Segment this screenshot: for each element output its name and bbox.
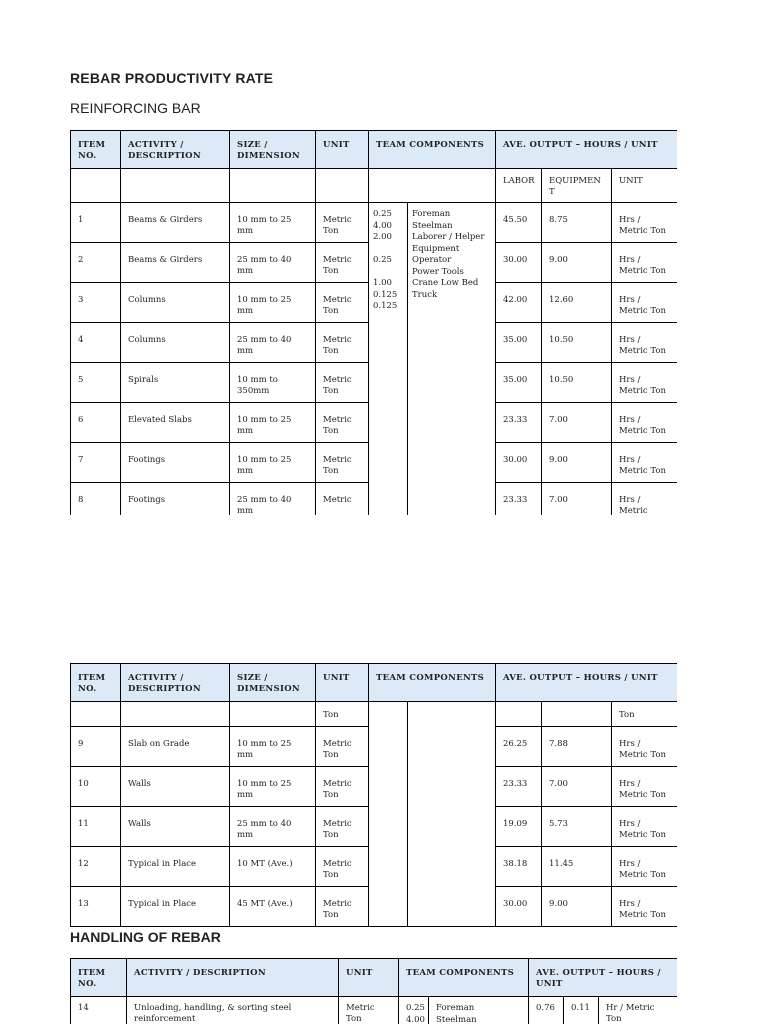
table-header-row xyxy=(71,131,678,169)
cell-equipment: 10.50 xyxy=(542,363,612,403)
cell-size: 10 mm to 25 mm xyxy=(230,727,316,767)
header-unit: UNIT xyxy=(316,131,369,169)
cell-equipment: 0.11 xyxy=(564,997,599,1024)
cell-output-unit: Hrs / Metric Ton xyxy=(612,283,678,323)
table-row xyxy=(71,203,678,243)
subheader-labor: LABOR xyxy=(496,169,542,203)
cell-labor: 45.50 xyxy=(496,203,542,243)
cell-unit: Metric Ton xyxy=(316,847,369,887)
cell-equipment: 12.60 xyxy=(542,283,612,323)
cell-output-unit: Hrs / Metric Ton xyxy=(612,403,678,443)
cell-activity: Walls xyxy=(121,807,230,847)
team-quantity: 0.25 xyxy=(373,255,392,265)
team-role: Steelman xyxy=(436,1014,477,1024)
cell-unit: Metric Ton xyxy=(316,203,369,243)
cell-item-no: 13 xyxy=(71,887,121,927)
cell-labor: 35.00 xyxy=(496,323,542,363)
cell-equipment: 9.00 xyxy=(542,443,612,483)
cell-size xyxy=(230,702,316,727)
team-role: Laborer / Helper xyxy=(412,232,485,242)
header-team-components: TEAM COMPONENTS xyxy=(399,959,529,997)
cell-unit: Metric Ton xyxy=(316,283,369,323)
header-size: SIZE / DIMENSION xyxy=(230,131,316,169)
section-title-handling-of-rebar: HANDLING OF REBAR xyxy=(70,929,221,945)
cell-item-no: 7 xyxy=(71,443,121,483)
cell-unit: Metric Ton xyxy=(339,997,399,1024)
cell-size: 45 MT (Ave.) xyxy=(230,887,316,927)
cell-item-no: 12 xyxy=(71,847,121,887)
cell-labor: 38.18 xyxy=(496,847,542,887)
cell-labor: 35.00 xyxy=(496,363,542,403)
cell-activity: Beams & Girders xyxy=(121,243,230,283)
cell-output-unit: Hrs / Metric Ton xyxy=(612,847,678,887)
cell-output-unit: Hrs / Metric Ton xyxy=(612,887,678,927)
cell-equipment: 7.00 xyxy=(542,767,612,807)
team-role: Equipment xyxy=(412,243,460,254)
header-ave-output: AVE. OUTPUT – HOURS / UNIT xyxy=(496,664,678,702)
cell-equipment: 7.88 xyxy=(542,727,612,767)
cell-item-no: 6 xyxy=(71,403,121,443)
team-quantities xyxy=(369,702,408,927)
team-quantity xyxy=(373,267,403,279)
table-header-row xyxy=(71,664,678,702)
cell-item-no: 5 xyxy=(71,363,121,403)
cell-size: 10 mm to 25 mm xyxy=(230,443,316,483)
cell-output-unit: Hrs / Metric Ton xyxy=(612,203,678,243)
cell-activity: Typical in Place xyxy=(121,887,230,927)
cell-equipment: 9.00 xyxy=(542,243,612,283)
cell-unit: Ton xyxy=(316,702,369,727)
header-item-no: ITEM NO. xyxy=(71,959,127,997)
cell-labor: 30.00 xyxy=(496,443,542,483)
cell-labor: 30.00 xyxy=(496,887,542,927)
cell-unit: Metric Ton xyxy=(316,767,369,807)
cell-equipment xyxy=(542,702,612,727)
header-team-components: TEAM COMPONENTS xyxy=(369,664,496,702)
cell-activity: Columns xyxy=(121,323,230,363)
cell-activity: Walls xyxy=(121,767,230,807)
team-quantities xyxy=(369,203,408,516)
header-unit: UNIT xyxy=(339,959,399,997)
team-quantity: 1.00 xyxy=(373,278,392,288)
cell-activity xyxy=(121,702,230,727)
cell-equipment: 11.45 xyxy=(542,847,612,887)
cell-activity: Footings xyxy=(121,443,230,483)
team-role: Foreman xyxy=(412,209,451,219)
table-subheader-row xyxy=(71,169,678,203)
team-quantity: 0.125 xyxy=(373,301,398,311)
header-activity: ACTIVITY / DESCRIPTION xyxy=(121,131,230,169)
team-role: Foreman xyxy=(436,1003,475,1013)
team-roles xyxy=(408,702,496,927)
cell-activity: Spirals xyxy=(121,363,230,403)
cell-unit: Metric xyxy=(316,483,369,516)
header-team-components: TEAM COMPONENTS xyxy=(369,131,496,169)
cell-output-unit: Hrs / Metric Ton xyxy=(612,807,678,847)
table-reinforcing-bar-part1 xyxy=(70,130,677,515)
team-quantity: 4.00 xyxy=(373,220,392,231)
cell-equipment: 9.00 xyxy=(542,887,612,927)
cell-item-no: 10 xyxy=(71,767,121,807)
cell-equipment: 8.75 xyxy=(542,203,612,243)
cell-output-unit: Hrs / Metric Ton xyxy=(612,323,678,363)
cell-labor xyxy=(496,702,542,727)
table-row xyxy=(71,997,678,1024)
cell-size: 10 mm to 25 mm xyxy=(230,203,316,243)
cell-output-unit: Hrs / Metric xyxy=(612,483,678,516)
cell-unit: Metric Ton xyxy=(316,443,369,483)
cell-size: 10 mm to 25 mm xyxy=(230,403,316,443)
cell-activity: Columns xyxy=(121,283,230,323)
team-role: Steelman xyxy=(412,220,453,231)
table-handling-of-rebar xyxy=(70,958,677,1024)
team-quantity: 4.00 xyxy=(406,1014,425,1024)
header-unit: UNIT xyxy=(316,664,369,702)
header-size: SIZE / DIMENSION xyxy=(230,664,316,702)
cell-labor: 19.09 xyxy=(496,807,542,847)
cell-size: 10 mm to 25 mm xyxy=(230,767,316,807)
subheader-unit: UNIT xyxy=(612,169,678,203)
cell-activity: Unloading, handling, & sorting steel reinforcement xyxy=(127,997,339,1024)
cell-activity: Slab on Grade xyxy=(121,727,230,767)
cell-size: 10 MT (Ave.) xyxy=(230,847,316,887)
table-reinforcing-bar-part2 xyxy=(70,663,677,929)
team-quantity: 0.125 xyxy=(373,289,398,300)
cell-unit: Metric Ton xyxy=(316,323,369,363)
cell-labor: 23.33 xyxy=(496,483,542,516)
cell-labor: 26.25 xyxy=(496,727,542,767)
header-activity: ACTIVITY / DESCRIPTION xyxy=(127,959,339,997)
team-quantity: 0.25 xyxy=(406,1003,425,1013)
team-role: Operator xyxy=(412,255,452,265)
cell-equipment: 7.00 xyxy=(542,483,612,516)
cell-unit: Metric Ton xyxy=(316,727,369,767)
team-quantity xyxy=(373,244,403,256)
cell-output-unit: Hrs / Metric Ton xyxy=(612,727,678,767)
cell-output-unit: Hrs / Metric Ton xyxy=(612,767,678,807)
cell-unit: Metric Ton xyxy=(316,807,369,847)
cell-labor: 0.76 xyxy=(529,997,564,1024)
cell-item-no: 8 xyxy=(71,483,121,516)
cell-activity: Beams & Girders xyxy=(121,203,230,243)
cell-unit: Metric Ton xyxy=(316,363,369,403)
cell-unit: Metric Ton xyxy=(316,887,369,927)
cell-labor: 23.33 xyxy=(496,767,542,807)
cell-item-no xyxy=(71,702,121,727)
cell-activity: Typical in Place xyxy=(121,847,230,887)
cell-item-no: 4 xyxy=(71,323,121,363)
section-title-reinforcing-bar: REINFORCING BAR xyxy=(70,100,201,116)
cell-size: 25 mm to 40 mm xyxy=(230,807,316,847)
header-activity: ACTIVITY / DESCRIPTION xyxy=(121,664,230,702)
cell-output-unit: Hrs / Metric Ton xyxy=(612,443,678,483)
cell-item-no: 11 xyxy=(71,807,121,847)
cell-output-unit: Hr / Metric Ton xyxy=(599,997,678,1024)
cell-activity: Footings xyxy=(121,483,230,516)
cell-unit: Metric Ton xyxy=(316,403,369,443)
header-item-no: ITEM NO. xyxy=(71,131,121,169)
team-role: Crane Low Bed xyxy=(412,278,479,288)
cell-item-no: 14 xyxy=(71,997,127,1024)
cell-unit: Metric Ton xyxy=(316,243,369,283)
cell-labor: 42.00 xyxy=(496,283,542,323)
header-item-no: ITEM NO. xyxy=(71,664,121,702)
team-role: Power Tools xyxy=(412,266,464,277)
cell-item-no: 2 xyxy=(71,243,121,283)
cell-item-no: 1 xyxy=(71,203,121,243)
cell-equipment: 10.50 xyxy=(542,323,612,363)
cell-equipment: 7.00 xyxy=(542,403,612,443)
header-ave-output: AVE. OUTPUT – HOURS / UNIT xyxy=(496,131,678,169)
cell-activity: Elevated Slabs xyxy=(121,403,230,443)
table-header-row xyxy=(71,959,678,997)
page-title: REBAR PRODUCTIVITY RATE xyxy=(70,70,274,86)
team-roles xyxy=(429,997,529,1024)
team-quantity: 2.00 xyxy=(373,232,392,242)
cell-output-unit: Ton xyxy=(612,702,678,727)
cell-output-unit: Hrs / Metric Ton xyxy=(612,363,678,403)
cell-equipment: 5.73 xyxy=(542,807,612,847)
cell-labor: 23.33 xyxy=(496,403,542,443)
header-ave-output: AVE. OUTPUT – HOURS / UNIT xyxy=(529,959,678,997)
cell-size: 10 mm to 25 mm xyxy=(230,283,316,323)
cell-size: 10 mm to 350mm xyxy=(230,363,316,403)
cell-item-no: 3 xyxy=(71,283,121,323)
cell-labor: 30.00 xyxy=(496,243,542,283)
team-quantity: 0.25 xyxy=(373,209,392,219)
table-row-continuation xyxy=(71,702,678,727)
team-roles xyxy=(408,203,496,516)
cell-size: 25 mm to 40 mm xyxy=(230,243,316,283)
cell-item-no: 9 xyxy=(71,727,121,767)
subheader-equipment: EQUIPMENT xyxy=(542,169,612,203)
cell-size: 25 mm to 40 mm xyxy=(230,323,316,363)
team-role: Truck xyxy=(412,289,438,300)
cell-size: 25 mm to 40 mm xyxy=(230,483,316,516)
team-quantities xyxy=(399,997,429,1024)
cell-output-unit: Hrs / Metric Ton xyxy=(612,243,678,283)
